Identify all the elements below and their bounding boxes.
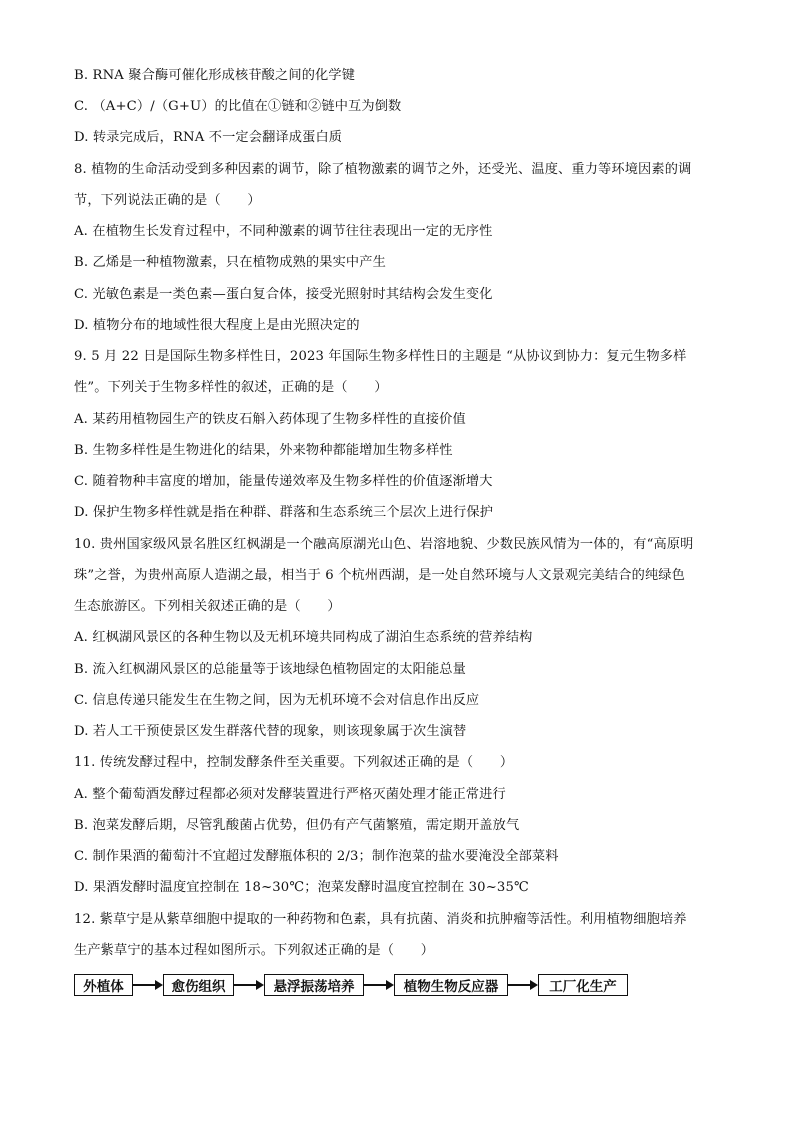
q11-option-d: D. 果酒发酵时温度宜控制在 18~30℃；泡菜发酵时温度宜控制在 30~35℃	[74, 880, 529, 895]
q8-stem-line-2: 节，下列说法正确的是（ ）	[74, 193, 261, 208]
q9-option-b: B. 生物多样性是生物进化的结果，外来物种都能增加生物多样性	[74, 443, 453, 458]
q7-option-b: B. RNA 聚合酶可催化形成核苷酸之间的化学键	[74, 68, 356, 83]
flow-arrow-icon	[234, 979, 264, 991]
q10-option-c: C. 信息传递只能发生在生物之间，因为无机环境不会对信息作出反应	[74, 693, 480, 708]
flow-step-suspension-culture: 悬浮振荡培养	[264, 974, 364, 996]
q9-option-a: A. 某药用植物园生产的铁皮石斛入药体现了生物多样性的直接价值	[74, 412, 466, 427]
q12-stem-line-1: 12. 紫草宁是从紫草细胞中提取的一种药物和色素，具有抗菌、消炎和抗肿瘤等活性。利用植物细胞培养	[74, 912, 687, 927]
q10-option-d: D. 若人工干预使景区发生群落代替的现象，则该现象属于次生演替	[74, 724, 467, 739]
flow-step-industrial-production: 工厂化生产	[538, 974, 628, 996]
q8-stem-line-1: 8. 植物的生命活动受到多种因素的调节，除了植物激素的调节之外，还受光、温度、重力等环境因素的调	[74, 162, 692, 177]
q7-option-c: C. （A+C）/（G+U）的比值在①链和②链中互为倒数	[74, 99, 402, 114]
q9-stem-line-2: 性”。下列关于生物多样性的叙述，正确的是（ ）	[74, 380, 388, 395]
flow-arrow-icon	[133, 979, 163, 991]
flow-step-callus: 愈伤组织	[163, 974, 234, 996]
flow-arrow-icon	[508, 979, 538, 991]
q8-option-b: B. 乙烯是一种植物激素，只在植物成熟的果实中产生	[74, 255, 386, 270]
q8-option-a: A. 在植物生长发育过程中，不同种激素的调节往往表现出一定的无序性	[74, 224, 493, 239]
q9-stem-line-1: 9. 5 月 22 日是国际生物多样性日，2023 年国际生物多样性日的主题是 “从协议到协力：复元生物多样	[74, 349, 687, 364]
q9-option-d: D. 保护生物多样性就是指在种群、群落和生态系统三个层次上进行保护	[74, 505, 494, 520]
flow-arrow-icon	[364, 979, 394, 991]
q7-option-d: D. 转录完成后，RNA 不一定会翻译成蛋白质	[74, 130, 343, 145]
q10-stem-line-2: 珠”之誉，为贵州高原人造湖之最，相当于 6 个杭州西湖，是一处自然环境与人文景观完美结合的纯绿色	[74, 568, 685, 583]
q11-option-a: A. 整个葡萄酒发酵过程都必须对发酵装置进行严格灭菌处理才能正常进行	[74, 787, 506, 802]
q11-option-c: C. 制作果酒的葡萄汁不宜超过发酵瓶体积的 2/3；制作泡菜的盐水要淹没全部菜料	[74, 849, 559, 864]
process-flow-diagram	[74, 972, 628, 998]
q8-option-c: C. 光敏色素是一类色素—蛋白复合体，接受光照射时其结构会发生变化	[74, 287, 493, 302]
q12-stem-line-2: 生产紫草宁的基本过程如图所示。下列叙述正确的是（ ）	[74, 943, 435, 958]
q10-stem-line-3: 生态旅游区。下列相关叙述正确的是（ ）	[74, 599, 341, 614]
flow-step-explant: 外植体	[74, 974, 133, 996]
q10-option-a: A. 红枫湖风景区的各种生物以及无机环境共同构成了湖泊生态系统的营养结构	[74, 630, 533, 645]
q11-option-b: B. 泡菜发酵后期，尽管乳酸菌占优势，但仍有产气菌繁殖，需定期开盖放气	[74, 818, 520, 833]
q8-option-d: D. 植物分布的地域性很大程度上是由光照决定的	[74, 318, 360, 333]
q10-option-b: B. 流入红枫湖风景区的总能量等于该地绿色植物固定的太阳能总量	[74, 662, 466, 677]
flow-step-bioreactor: 植物生物反应器	[394, 974, 508, 996]
q10-stem-line-1: 10. 贵州国家级风景名胜区红枫湖是一个融高原湖光山色、岩溶地貌、少数民族风情为一体的，有“高原明	[74, 537, 694, 552]
q9-option-c: C. 随着物种丰富度的增加，能量传递效率及生物多样性的价值逐渐增大	[74, 474, 493, 489]
q11-stem: 11. 传统发酵过程中，控制发酵条件至关重要。下列叙述正确的是（ ）	[74, 755, 514, 770]
